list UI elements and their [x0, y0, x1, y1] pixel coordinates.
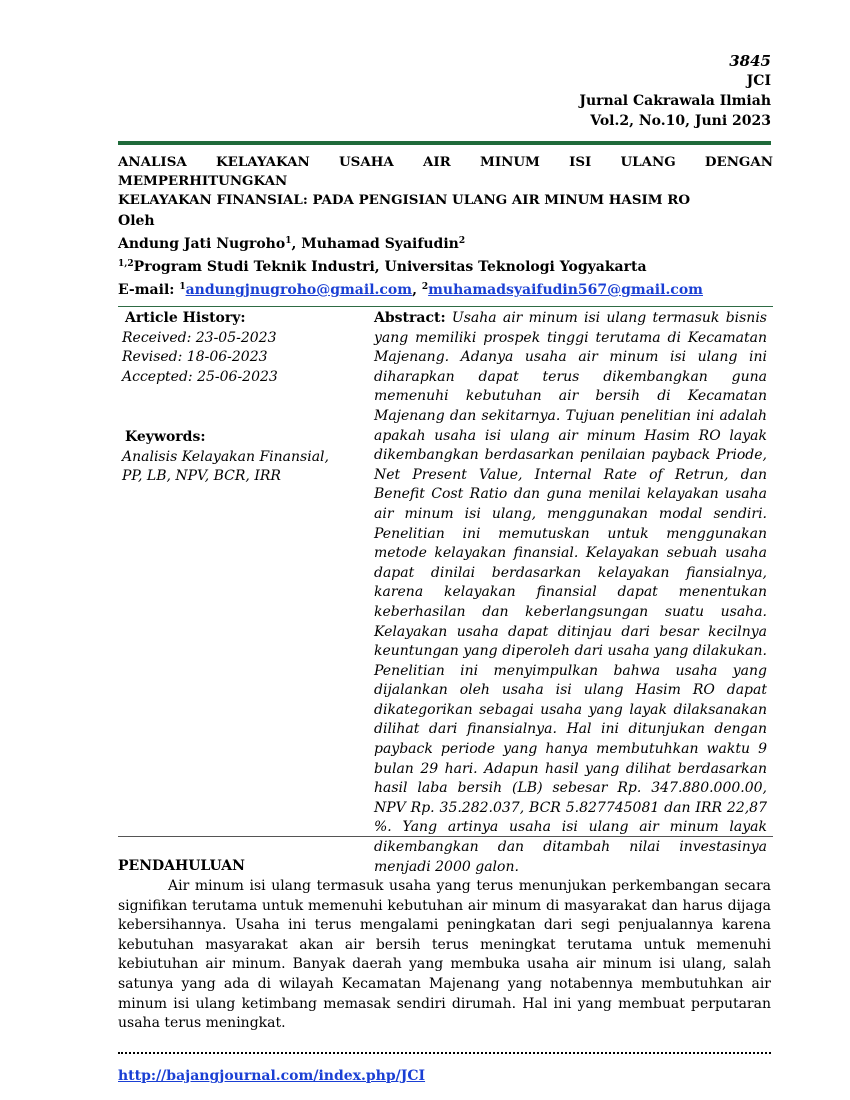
abstract-text: Usaha air minum isi ulang termasuk bisnis yang memiliki prospek tinggi terutama di Kecamatan Majenang. Adanya usaha air minum isi ulang ini diharapkan dapat terus dikembangkan guna memenuhi kebutuhan air bersih di Kecamatan Majenang dan sekitarnya. Tujuan penelitian ini adalah apakah usaha isi ulang air minum Hasim RO layak dikembangkan berdasarkan penilaian payback Priode, Net Present Value, Internal Rate of Retrun, dan Benefit Cost Ratio dan guna menilai kelayakan usaha air minum isi ulang, menggunakan modal sendiri. Penelitian ini memutuskan untuk menggunakan metode kelayakan finansial. Kelayakan sebuah usaha dapat dinilai berdasarkan kelayakan fiansialnya, karena kelayakan finansial dapat menentukan keberhasilan dan keberlangsungan suatu usaha. Kelayakan usaha dapat ditinjau dari besar kecilnya keuntungan yang diperoleh dari usaha yang dilakukan. Penelitian ini menyimpulkan bahwa usaha yang dijalankan oleh usaha isi ulang Hasim RO dapat dikategorikan sebagai usaha yang layak dilaksanakan dilihat dari finansialnya. Hal ini ditunjukan dengan payback periode yang hanya membutuhkan waktu 9 bulan 29 hari. Adapun hasil yang dilihat berdasarkan hasil laba bersih (LB) sebesar Rp. 347.880.000.00, NPV Rp. 35.282.037, BCR 5.827745081 dan IRR 22,87 %. Yang artinya usaha isi ulang air minum layak dikembangkan dan ditambah nilai investasinya menjadi 2000 galon.	[374, 310, 767, 875]
abstract-top-rule	[118, 306, 773, 307]
paper-title-line-1: ANALISA KELAYAKAN USAHA AIR MINUM ISI ULANG DENGAN MEMPERHITUNGKAN	[118, 154, 773, 189]
affiliation-sup: 1,2	[118, 259, 134, 269]
abstract-block	[374, 309, 767, 877]
author-block	[118, 211, 798, 300]
keywords-line-2: PP, LB, NPV, BCR, IRR	[122, 468, 281, 485]
paper-title-line-2: KELAYAKAN FINANSIAL: PADA PENGISIAN ULANG AIR MINUM HASIM RO	[118, 192, 691, 208]
affiliation-text: Program Studi Teknik Industri, Universitas Teknologi Yogyakarta	[133, 259, 647, 275]
email-2-sup: 2	[421, 282, 429, 292]
journal-name: Jurnal Cakrawala Ilmiah	[579, 93, 771, 109]
section-heading-pendahuluan: PENDAHULUAN	[118, 858, 245, 874]
footer-url	[118, 1067, 425, 1086]
author-names	[118, 231, 798, 254]
email-1-link[interactable]: andungjnugroho@gmail.com	[185, 282, 413, 298]
journal-url-link[interactable]: http://bajangjournal.com/index.php/JCI	[118, 1068, 426, 1084]
revised-date: Revised: 18-06-2023	[122, 349, 268, 366]
abstract-bottom-rule	[118, 836, 773, 837]
email-label: E-mail:	[118, 282, 180, 298]
article-history-label: Article History:	[125, 310, 246, 326]
keywords-label: Keywords:	[125, 429, 206, 445]
introduction-paragraph: Air minum isi ulang termasuk usaha yang terus menunjukan perkembangan secara signifikan terutama untuk memenuhi kebutuhan air minum di masyarakat dan harus dijaga kebersihannya. Usaha ini terus mengalami peningkatan dari segi penjualannya karena kebutuhan masyarakat akan air bersih terus meningkat terutama untuk memenuhi kebiutuhan air minum. Banyak daerah yang membuka usaha air minum isi ulang, salah satunya yang ada di wilayah Kecamatan Majenang yang notabennya membutuhkan air minum isi ulang ketimbang memasak sendiri dirumah. Hal ini yang membuat perputaran usaha terus meningkat.	[118, 878, 771, 1032]
received-date: Received: 23-05-2023	[122, 329, 277, 346]
email-line	[118, 277, 798, 300]
email-separator: ,	[412, 282, 422, 298]
author-1-sup: 1	[285, 236, 292, 246]
email-1-sup: 1	[179, 282, 186, 292]
affiliation	[118, 254, 798, 277]
running-header	[579, 52, 771, 131]
paper-title	[118, 153, 773, 210]
author-2-sup: 2	[458, 236, 466, 246]
journal-abbreviation: JCI	[746, 73, 771, 89]
author-2: Muhamad Syaifudin	[301, 236, 459, 252]
page-number: 3845	[729, 52, 771, 70]
footer-dotted-rule	[118, 1042, 771, 1054]
author-separator: ,	[291, 236, 302, 252]
keywords-block	[122, 428, 352, 487]
header-divider	[118, 141, 771, 145]
author-1: Andung Jati Nugroho	[118, 236, 286, 252]
journal-volume: Vol.2, No.10, Juni 2023	[590, 113, 771, 129]
oleh-label: Oleh	[118, 213, 155, 229]
abstract-label: Abstract:	[374, 310, 446, 326]
keywords-line-1: Analisis Kelayakan Finansial,	[122, 448, 329, 465]
email-2-link[interactable]: muhamadsyaifudin567@gmail.com	[428, 282, 703, 298]
accepted-date: Accepted: 25-06-2023	[122, 368, 278, 385]
article-history	[122, 309, 352, 387]
